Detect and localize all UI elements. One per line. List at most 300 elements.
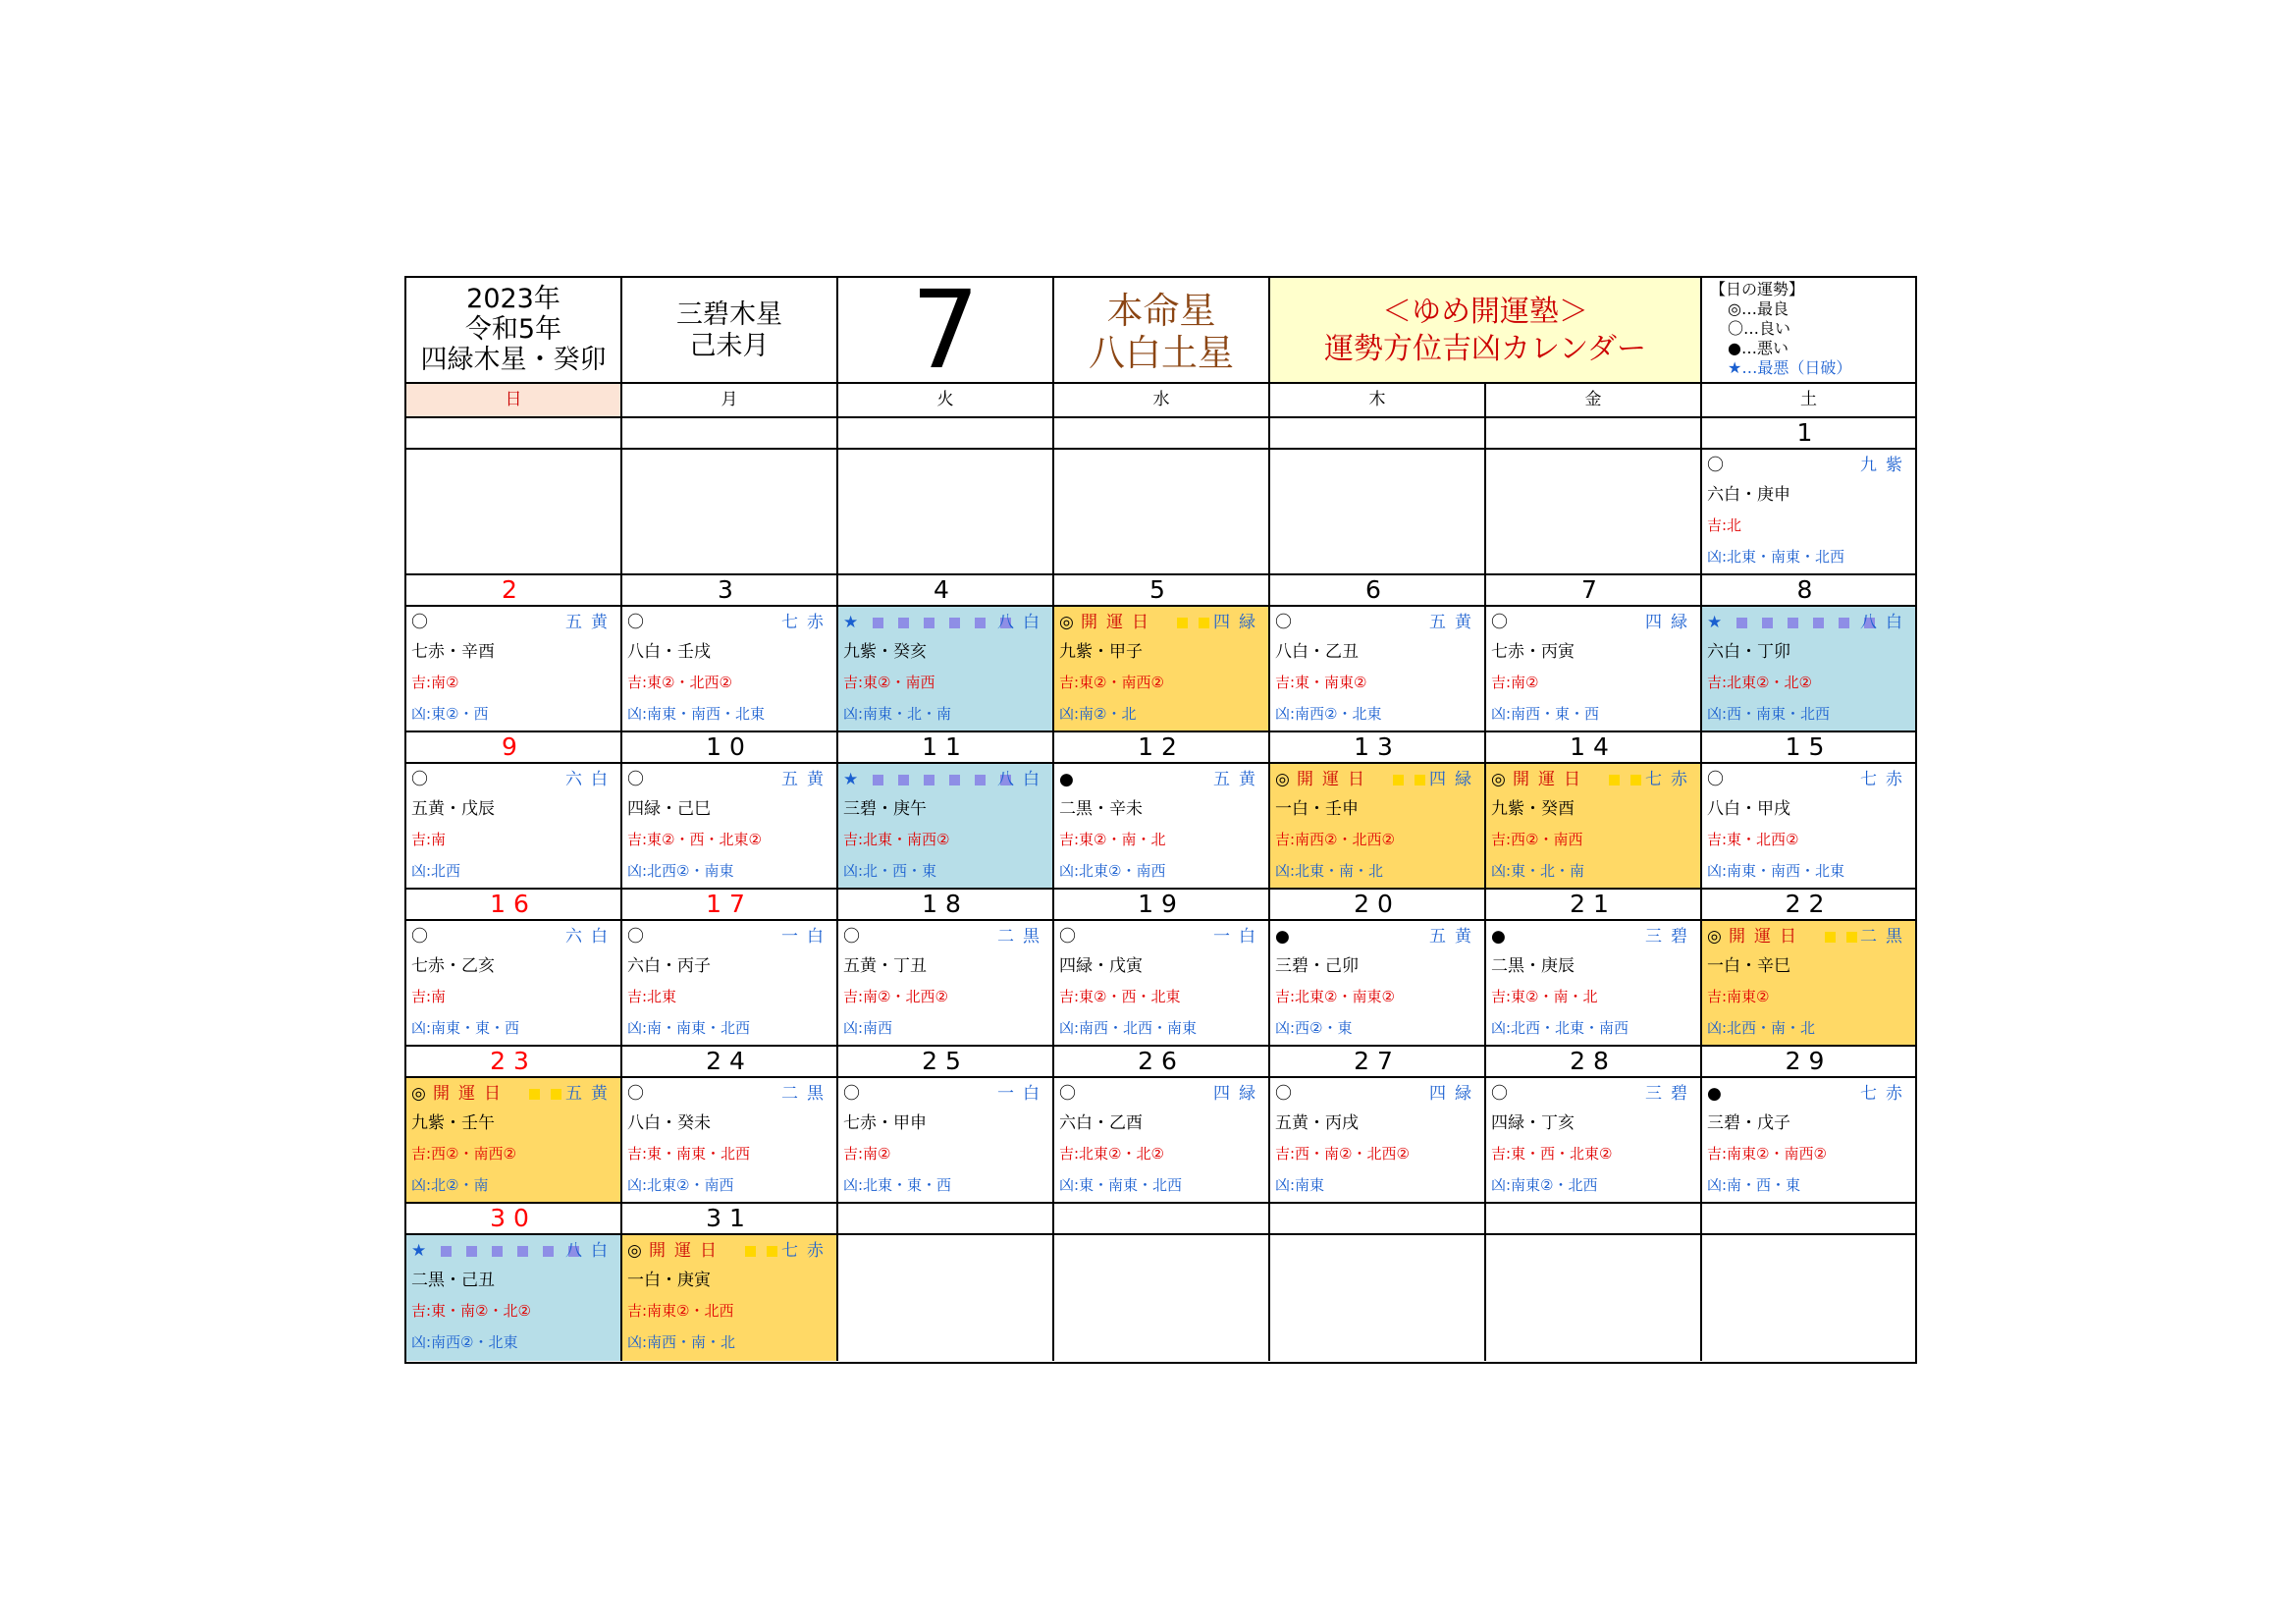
purple-square-icon [1839, 618, 1849, 628]
good-day-icon: 〇 [627, 613, 644, 632]
kyusei-label: 五黄 [565, 613, 616, 632]
day-cell[interactable] [1486, 921, 1702, 1047]
lucky-directions: 吉:南② [843, 1145, 891, 1163]
fortune-line [1707, 609, 1911, 636]
unlucky-directions: 凶:北東・南東・北西 [1707, 548, 1845, 566]
fortune-line [843, 766, 1048, 793]
day-cell[interactable] [406, 921, 622, 1047]
good-day-icon: 〇 [1275, 1084, 1292, 1104]
kyusei-label: 二黒 [1860, 927, 1911, 947]
day-cell[interactable] [1486, 764, 1702, 890]
day-number: 15 [1702, 732, 1915, 764]
fortune-line [1059, 1080, 1264, 1108]
good-day-icon: 〇 [411, 927, 428, 947]
lucky-directions: 吉:東②・南西 [843, 674, 935, 691]
bad-day-icon: ● [1059, 770, 1074, 789]
kanshi-label: 九紫・癸亥 [843, 642, 927, 662]
fortune-line [411, 1237, 616, 1265]
lucky-directions: 吉:東②・西・北東 [1059, 988, 1181, 1005]
day-cell[interactable] [622, 607, 838, 732]
good-day-icon: 〇 [1491, 1084, 1508, 1104]
good-day-icon: 〇 [1059, 927, 1076, 947]
lucky-directions: 吉:東②・北西② [627, 674, 732, 691]
fortune-line [1275, 923, 1480, 950]
empty-day-cell [1270, 1235, 1486, 1361]
year-line: 2023年 [466, 284, 561, 314]
fortune-line [411, 766, 616, 793]
day-number [838, 418, 1054, 450]
day-number: 5 [1054, 575, 1270, 607]
unlucky-directions: 凶:北東・東・西 [843, 1176, 952, 1194]
purple-square-icon [441, 1246, 452, 1257]
kanshi-label: 八白・壬戌 [627, 642, 711, 662]
good-day-icon: 〇 [627, 927, 644, 947]
day-number: 26 [1054, 1047, 1270, 1078]
good-day-icon: 〇 [1491, 613, 1508, 632]
good-day-icon: 〇 [1059, 1084, 1076, 1104]
day-cell[interactable] [1054, 607, 1270, 732]
day-number: 7 [1486, 575, 1702, 607]
lucky-directions: 吉:西②・南西 [1491, 831, 1583, 848]
best-day-icon: ◎ [1059, 613, 1074, 632]
honmei-star: 八白土星 [1089, 332, 1234, 374]
fortune-line [1491, 766, 1696, 793]
kaiun-day-label: 開運日 [1297, 770, 1373, 789]
kaiun-day-label: 開運日 [1081, 613, 1157, 632]
kyusei-label: 二黒 [997, 927, 1048, 947]
yellow-square-icon [1199, 618, 1209, 628]
unlucky-directions: 凶:北西・北東・南西 [1491, 1019, 1629, 1037]
day-number: 31 [622, 1204, 838, 1235]
day-cell[interactable] [1702, 764, 1915, 890]
lucky-directions: 吉:南東②・北西 [627, 1302, 734, 1320]
lucky-directions: 吉:北東 [627, 988, 677, 1005]
day-number [1486, 1204, 1702, 1235]
weekday-mon: 月 [622, 384, 838, 418]
kyusei-label: 八白 [997, 770, 1048, 789]
kyusei-label: 一白 [1213, 927, 1264, 947]
day-number: 3 [622, 575, 838, 607]
lucky-directions: 吉:北東②・北② [1059, 1145, 1164, 1163]
fortune-line [627, 609, 832, 636]
day-number: 21 [1486, 890, 1702, 921]
unlucky-directions: 凶:北東②・南西 [627, 1176, 734, 1194]
unlucky-directions: 凶:南西・南・北 [627, 1333, 736, 1351]
fortune-line [1491, 923, 1696, 950]
kanshi-label: 七赤・乙亥 [411, 956, 495, 976]
empty-day-cell [1054, 450, 1270, 575]
kyusei-label: 一白 [781, 927, 832, 947]
day-number [838, 1204, 1054, 1235]
fortune-line [1707, 923, 1911, 950]
lucky-directions: 吉:南② [1491, 674, 1539, 691]
good-day-icon: 〇 [843, 1084, 860, 1104]
purple-square-icon [1788, 618, 1798, 628]
kanshi-label: 二黒・庚辰 [1491, 956, 1575, 976]
day-number [1270, 418, 1486, 450]
purple-square-icon [898, 775, 909, 785]
day-number: 8 [1702, 575, 1915, 607]
unlucky-directions: 凶:南東・南西・北東 [1707, 862, 1845, 880]
unlucky-directions: 凶:北・西・東 [843, 862, 937, 880]
kyusei-label: 一白 [997, 1084, 1048, 1104]
day-number: 10 [622, 732, 838, 764]
day-number: 28 [1486, 1047, 1702, 1078]
purple-square-icon [949, 618, 960, 628]
day-cell[interactable] [1270, 607, 1486, 732]
empty-day-cell [1486, 1235, 1702, 1361]
fortune-line [1707, 452, 1911, 479]
lucky-directions: 吉:南東② [1707, 988, 1770, 1005]
worst-day-star-icon: ★ [843, 613, 859, 632]
day-cell[interactable] [622, 921, 838, 1047]
lucky-directions: 吉:東②・西・北東② [627, 831, 762, 848]
purple-square-icon [1736, 618, 1747, 628]
day-number: 27 [1270, 1047, 1486, 1078]
day-number: 25 [838, 1047, 1054, 1078]
fortune-line [1491, 609, 1696, 636]
yellow-square-icon [1393, 775, 1404, 785]
lucky-directions: 吉:東・南②・北② [411, 1302, 531, 1320]
kyusei-label: 八白 [1860, 613, 1911, 632]
kyusei-label: 三碧 [1645, 1084, 1696, 1104]
kanshi-label: 九紫・甲子 [1059, 642, 1143, 662]
kanshi-label: 三碧・己卯 [1275, 956, 1359, 976]
day-cell[interactable] [622, 764, 838, 890]
honmei-label: 本命星 [1106, 290, 1216, 332]
fortune-line [411, 609, 616, 636]
worst-day-star-icon: ★ [843, 770, 859, 789]
yellow-square-icon [745, 1246, 756, 1257]
day-cell[interactable] [406, 1235, 622, 1361]
unlucky-directions: 凶:南西・東・西 [1491, 705, 1600, 723]
kyusei-label: 五黄 [781, 770, 832, 789]
month-star-line: 三碧木星 [676, 299, 782, 330]
kanshi-label: 一白・庚寅 [627, 1271, 711, 1290]
era-line: 令和5年 [464, 314, 562, 345]
day-cell[interactable] [1702, 921, 1915, 1047]
kanshi-label: 四緑・丁亥 [1491, 1113, 1575, 1133]
purple-square-icon [975, 618, 986, 628]
bad-day-icon: ● [1491, 927, 1506, 947]
empty-day-cell [406, 450, 622, 575]
unlucky-directions: 凶:南西②・北東 [411, 1333, 518, 1351]
kyusei-label: 七赤 [781, 613, 832, 632]
day-number: 19 [1054, 890, 1270, 921]
day-number: 16 [406, 890, 622, 921]
purple-square-icon [1813, 618, 1824, 628]
lucky-directions: 吉:北 [1707, 516, 1742, 534]
day-number: 20 [1270, 890, 1486, 921]
kanshi-label: 八白・乙丑 [1275, 642, 1359, 662]
weekday-fri: 金 [1486, 384, 1702, 418]
day-cell[interactable] [1054, 764, 1270, 890]
kanshi-label: 六白・丙子 [627, 956, 711, 976]
purple-square-icon [924, 775, 934, 785]
yellow-square-icon [1415, 775, 1425, 785]
kyusei-label: 六白 [565, 770, 616, 789]
best-day-icon: ◎ [411, 1084, 426, 1104]
title-line-2: 運勢方位吉凶カレンダー [1323, 332, 1647, 366]
good-day-icon: 〇 [1275, 613, 1292, 632]
day-number: 6 [1270, 575, 1486, 607]
unlucky-directions: 凶:南・西・東 [1707, 1176, 1801, 1194]
honmei-block [1054, 278, 1270, 384]
kyusei-label: 五黄 [565, 1084, 616, 1104]
kyusei-label: 二黒 [781, 1084, 832, 1104]
kanshi-label: 二黒・己丑 [411, 1271, 495, 1290]
year-block [406, 278, 622, 384]
good-day-icon: 〇 [627, 1084, 644, 1104]
kyusei-label: 五黄 [1429, 927, 1480, 947]
kanshi-label: 一白・壬申 [1275, 799, 1359, 819]
good-day-icon: 〇 [627, 770, 644, 789]
lucky-directions: 吉:北東・南西② [843, 831, 950, 848]
day-number [1054, 1204, 1270, 1235]
day-cell[interactable] [1486, 607, 1702, 732]
day-cell[interactable] [1702, 450, 1915, 575]
kanshi-label: 五黄・丁丑 [843, 956, 927, 976]
unlucky-directions: 凶:北西 [411, 862, 461, 880]
day-cell[interactable] [406, 607, 622, 732]
empty-day-cell [838, 450, 1054, 575]
month-number: 7 [838, 278, 1054, 384]
purple-square-icon [543, 1246, 554, 1257]
day-number: 4 [838, 575, 1054, 607]
kanshi-label: 七赤・甲申 [843, 1113, 927, 1133]
worst-day-star-icon: ★ [1707, 613, 1723, 632]
fortune-line [843, 1080, 1048, 1108]
kanshi-label: 五黄・戊辰 [411, 799, 495, 819]
fortune-line [627, 766, 832, 793]
yellow-square-icon [767, 1246, 777, 1257]
unlucky-directions: 凶:南②・北 [1059, 705, 1137, 723]
unlucky-directions: 凶:北東②・南西 [1059, 862, 1166, 880]
best-day-icon: ◎ [1491, 770, 1506, 789]
kyusei-label: 七赤 [1860, 1084, 1911, 1104]
kyusei-label: 五黄 [1429, 613, 1480, 632]
lucky-directions: 吉:西②・南西② [411, 1145, 516, 1163]
weekday-thu: 木 [1270, 384, 1486, 418]
day-number [622, 418, 838, 450]
unlucky-directions: 凶:南西②・北東 [1275, 705, 1382, 723]
best-day-icon: ◎ [1275, 770, 1290, 789]
lucky-directions: 吉:東②・南西② [1059, 674, 1164, 691]
month-star-block [622, 278, 838, 384]
unlucky-directions: 凶:南東 [1275, 1176, 1325, 1194]
unlucky-directions: 凶:東②・西 [411, 705, 489, 723]
year-star-line: 四緑木星・癸卯 [420, 345, 607, 375]
kanshi-label: 九紫・壬午 [411, 1113, 495, 1133]
day-cell[interactable] [406, 764, 622, 890]
yellow-square-icon [1825, 932, 1836, 943]
kanshi-label: 一白・辛巳 [1707, 956, 1790, 976]
day-number [1054, 418, 1270, 450]
lucky-directions: 吉:北東②・北② [1707, 674, 1812, 691]
purple-square-icon [492, 1246, 503, 1257]
unlucky-directions: 凶:南・南東・北西 [627, 1019, 751, 1037]
unlucky-directions: 凶:西・南東・北西 [1707, 705, 1831, 723]
empty-day-cell [622, 450, 838, 575]
lucky-directions: 吉:南② [411, 674, 459, 691]
empty-day-cell [1486, 450, 1702, 575]
weekday-tue: 火 [838, 384, 1054, 418]
day-number: 12 [1054, 732, 1270, 764]
unlucky-directions: 凶:南東・北・南 [843, 705, 952, 723]
kyusei-label: 九紫 [1860, 456, 1911, 475]
title-line-1: ＜ゆめ開運塾＞ [1382, 295, 1588, 329]
kanshi-label: 八白・癸未 [627, 1113, 711, 1133]
kyusei-label: 七赤 [1645, 770, 1696, 789]
day-number: 14 [1486, 732, 1702, 764]
fortune-line [1275, 1080, 1480, 1108]
fortune-line [1059, 609, 1264, 636]
empty-day-cell [1054, 1235, 1270, 1361]
purple-square-icon [873, 775, 883, 785]
kanshi-label: 三碧・戊子 [1707, 1113, 1790, 1133]
fortune-line [1707, 766, 1911, 793]
lucky-directions: 吉:南 [411, 988, 447, 1005]
kaiun-day-label: 開運日 [1729, 927, 1805, 947]
weekday-wed: 水 [1054, 384, 1270, 418]
day-cell[interactable] [838, 1078, 1054, 1204]
day-cell[interactable] [1702, 1078, 1915, 1204]
best-day-icon: ◎ [627, 1241, 642, 1261]
day-cell[interactable] [1486, 1078, 1702, 1204]
yellow-square-icon [551, 1089, 561, 1100]
purple-square-icon [924, 618, 934, 628]
month-kanshi-line: 己未月 [689, 331, 770, 361]
purple-square-icon [898, 618, 909, 628]
fortune-line [411, 1080, 616, 1108]
day-cell[interactable] [622, 1078, 838, 1204]
unlucky-directions: 凶:南東②・北西 [1491, 1176, 1598, 1194]
day-cell[interactable] [838, 607, 1054, 732]
day-number [406, 418, 622, 450]
unlucky-directions: 凶:南東・東・西 [411, 1019, 520, 1037]
kyusei-label: 八白 [997, 613, 1048, 632]
fortune-line [1707, 1080, 1911, 1108]
day-number: 2 [406, 575, 622, 607]
day-cell[interactable] [1702, 607, 1915, 732]
day-cell[interactable] [1054, 1078, 1270, 1204]
kanshi-label: 三碧・庚午 [843, 799, 927, 819]
lucky-directions: 吉:東・南東② [1275, 674, 1367, 691]
kanshi-label: 七赤・丙寅 [1491, 642, 1575, 662]
kyusei-label: 七赤 [1860, 770, 1911, 789]
legend-worst: ★…最悪（日破） [1728, 358, 1852, 377]
unlucky-directions: 凶:南西 [843, 1019, 893, 1037]
day-cell[interactable] [838, 764, 1054, 890]
kaiun-day-label: 開運日 [433, 1084, 509, 1104]
unlucky-directions: 凶:南西・北西・南東 [1059, 1019, 1198, 1037]
lucky-directions: 吉:東・南東・北西 [627, 1145, 751, 1163]
best-day-icon: ◎ [1707, 927, 1722, 947]
bad-day-icon: ● [1707, 1084, 1722, 1104]
kyusei-label: 六白 [565, 927, 616, 947]
lucky-directions: 吉:西・南②・北西② [1275, 1145, 1410, 1163]
day-cell[interactable] [406, 1078, 622, 1204]
day-number: 18 [838, 890, 1054, 921]
legend-heading: 【日の運勢】 [1710, 280, 1805, 298]
day-number: 17 [622, 890, 838, 921]
purple-square-icon [975, 775, 986, 785]
fortune-line [843, 923, 1048, 950]
fortune-line [843, 609, 1048, 636]
kanshi-label: 八白・甲戌 [1707, 799, 1790, 819]
kyusei-label: 四緑 [1213, 1084, 1264, 1104]
fortune-line [627, 1237, 832, 1265]
day-cell[interactable] [1054, 921, 1270, 1047]
fortune-line [1491, 1080, 1696, 1108]
fortune-line [1059, 766, 1264, 793]
day-number: 11 [838, 732, 1054, 764]
purple-square-icon [1762, 618, 1773, 628]
kaiun-day-label: 開運日 [649, 1241, 725, 1261]
empty-day-cell [1702, 1235, 1915, 1361]
unlucky-directions: 凶:東・南東・北西 [1059, 1176, 1183, 1194]
unlucky-directions: 凶:南東・南西・北東 [627, 705, 766, 723]
unlucky-directions: 凶:東・北・南 [1491, 862, 1585, 880]
day-number [1270, 1204, 1486, 1235]
kanshi-label: 四緑・戊寅 [1059, 956, 1143, 976]
day-cell[interactable] [1270, 921, 1486, 1047]
kanshi-label: 二黒・辛未 [1059, 799, 1143, 819]
empty-day-cell [1270, 450, 1486, 575]
day-cell[interactable] [1270, 1078, 1486, 1204]
day-number: 24 [622, 1047, 838, 1078]
day-number: 30 [406, 1204, 622, 1235]
yellow-square-icon [1630, 775, 1641, 785]
day-number [1486, 418, 1702, 450]
kanshi-label: 六白・庚申 [1707, 485, 1790, 505]
fortune-line [1275, 766, 1480, 793]
purple-square-icon [949, 775, 960, 785]
good-day-icon: 〇 [1707, 770, 1724, 789]
lucky-directions: 吉:南西②・北西② [1275, 831, 1395, 848]
yellow-square-icon [529, 1089, 540, 1100]
fortune-line [411, 923, 616, 950]
good-day-icon: 〇 [411, 613, 428, 632]
purple-square-icon [517, 1246, 528, 1257]
good-day-icon: 〇 [1707, 456, 1724, 475]
weekday-sat: 土 [1702, 384, 1915, 418]
weekday-sun: 日 [406, 384, 622, 418]
day-cell[interactable] [838, 921, 1054, 1047]
fortune-line [1059, 923, 1264, 950]
kanshi-label: 九紫・癸酉 [1491, 799, 1575, 819]
lucky-directions: 吉:東・西・北東② [1491, 1145, 1613, 1163]
kyusei-label: 七赤 [781, 1241, 832, 1261]
legend-good: 〇…良い [1728, 319, 1791, 338]
kanshi-label: 五黄・丙戌 [1275, 1113, 1359, 1133]
kaiun-day-label: 開運日 [1513, 770, 1589, 789]
day-cell[interactable] [622, 1235, 838, 1361]
good-day-icon: 〇 [411, 770, 428, 789]
kyusei-label: 五黄 [1213, 770, 1264, 789]
purple-square-icon [873, 618, 883, 628]
day-number: 29 [1702, 1047, 1915, 1078]
day-number: 1 [1702, 418, 1915, 450]
yellow-square-icon [1609, 775, 1620, 785]
day-number [1702, 1204, 1915, 1235]
lucky-directions: 吉:南②・北西② [843, 988, 948, 1005]
day-cell[interactable] [1270, 764, 1486, 890]
kyusei-label: 四緑 [1213, 613, 1264, 632]
day-number: 13 [1270, 732, 1486, 764]
kanshi-label: 四緑・己巳 [627, 799, 711, 819]
yellow-square-icon [1177, 618, 1188, 628]
